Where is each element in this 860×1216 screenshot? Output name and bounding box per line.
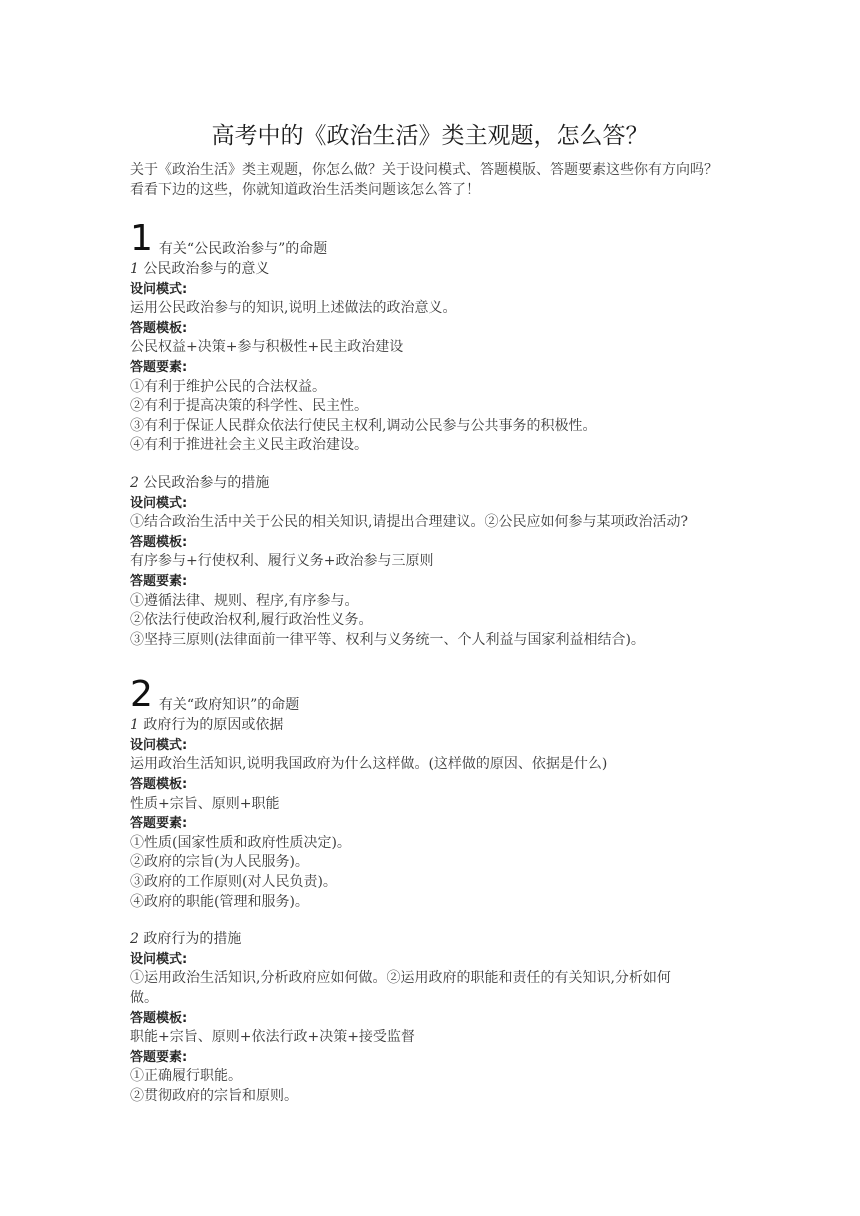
subsection-gov-measures <box>130 930 750 1106</box>
intro-paragraph: 关于《政治生活》类主观题，你怎么做？关于设问模式、答题模版、答题要素这些你有方向吗？看看下边的这些，你就知道政治生活类问题该怎么答了！ <box>130 162 718 198</box>
section-heading <box>130 674 750 716</box>
elements-label: 答题要素: <box>130 816 188 832</box>
element-item: ②贯彻政府的宗旨和原则。 <box>130 1087 298 1104</box>
template-text: 公民权益+决策+参与积极性+民主政治建设 <box>130 339 404 356</box>
section-title: 有关“公民政治参与”的命题 <box>158 241 328 257</box>
subsection-title: 公民政治参与的意义 <box>143 261 270 277</box>
element-item: ③有利于保证人民群众依法行使民主权利,调动公民参与公共事务的积极性。 <box>130 417 597 434</box>
pattern-text: 运用公民政治参与的知识,说明上述做法的政治意义。 <box>130 300 457 317</box>
template-label: 答题模板: <box>130 1010 188 1026</box>
subsection-title: 政府行为的原因或依据 <box>143 717 284 734</box>
template-text: 性质+宗旨、原则+职能 <box>130 795 280 812</box>
section-heading <box>130 218 750 260</box>
element-item: ③坚持三原则(法律面前一律平等、权利与义务统一、个人利益与国家利益相结合)。 <box>130 631 645 648</box>
element-item: ①有利于维护公民的合法权益。 <box>130 378 326 395</box>
subsection-number: 1 <box>130 717 139 734</box>
pattern-label: 设问模式: <box>130 951 188 967</box>
element-item: ②政府的宗旨(为人民服务)。 <box>130 854 309 871</box>
subsection-heading <box>130 474 750 494</box>
elements-label: 答题要素: <box>130 1049 188 1065</box>
element-item: ①性质(国家性质和政府性质决定)。 <box>130 834 351 851</box>
element-item: ④有利于推进社会主义民主政治建设。 <box>130 437 368 454</box>
element-item: ②有利于提高决策的科学性、民主性。 <box>130 398 368 415</box>
pattern-label: 设问模式: <box>130 495 188 511</box>
template-label: 答题模板: <box>130 777 188 793</box>
pattern-text: ①结合政治生活中关于公民的相关知识,请提出合理建议。②公民应如何参与某项政治活动? <box>130 514 688 531</box>
elements-label: 答题要素: <box>130 359 188 375</box>
subsection-title: 公民政治参与的措施 <box>143 474 270 491</box>
element-item: ④政府的职能(管理和服务)。 <box>130 893 309 910</box>
subsection-measures <box>130 474 750 650</box>
subsection-significance <box>130 260 750 456</box>
subsection-number: 2 <box>130 474 139 491</box>
element-item: ①遵循法律、规则、程序,有序参与。 <box>130 592 359 609</box>
element-item: ①正确履行职能。 <box>130 1068 242 1085</box>
page-title: 高考中的《政治生活》类主观题，怎么答？ <box>211 123 649 149</box>
elements-label: 答题要素: <box>130 573 188 589</box>
subsection-title: 政府行为的措施 <box>143 931 242 948</box>
section-title: 有关“政府知识”的命题 <box>158 697 300 714</box>
subsection-number: 1 <box>130 261 139 277</box>
pattern-text-continued: 做。 <box>130 990 158 1006</box>
subsection-number: 2 <box>130 931 139 948</box>
pattern-label: 设问模式: <box>130 737 188 753</box>
template-text: 职能+宗旨、原则+依法行政+决策+接受监督 <box>130 1029 415 1046</box>
section-civic-participation <box>130 218 750 650</box>
subsection-heading <box>130 716 750 736</box>
subsection-heading <box>130 260 750 280</box>
element-item: ③政府的工作原则(对人民负责)。 <box>130 874 337 891</box>
section-government <box>130 674 750 1106</box>
section-number: 1 <box>130 218 153 259</box>
pattern-text: ①运用政治生活知识,分析政府应如何做。②运用政府的职能和责任的有关知识,分析如何 <box>130 970 671 987</box>
document-body <box>130 218 750 1107</box>
template-text: 有序参与+行使权利、履行义务+政治参与三原则 <box>130 553 434 570</box>
template-label: 答题模板: <box>130 320 188 336</box>
subsection-heading <box>130 930 750 950</box>
template-label: 答题模板: <box>130 534 188 550</box>
pattern-text: 运用政治生活知识,说明我国政府为什么这样做。(这样做的原因、依据是什么) <box>130 756 608 773</box>
element-item: ②依法行使政治权利,履行政治性义务。 <box>130 612 373 629</box>
pattern-label: 设问模式: <box>130 281 188 297</box>
section-number: 2 <box>130 674 153 716</box>
subsection-reasons <box>130 716 750 912</box>
